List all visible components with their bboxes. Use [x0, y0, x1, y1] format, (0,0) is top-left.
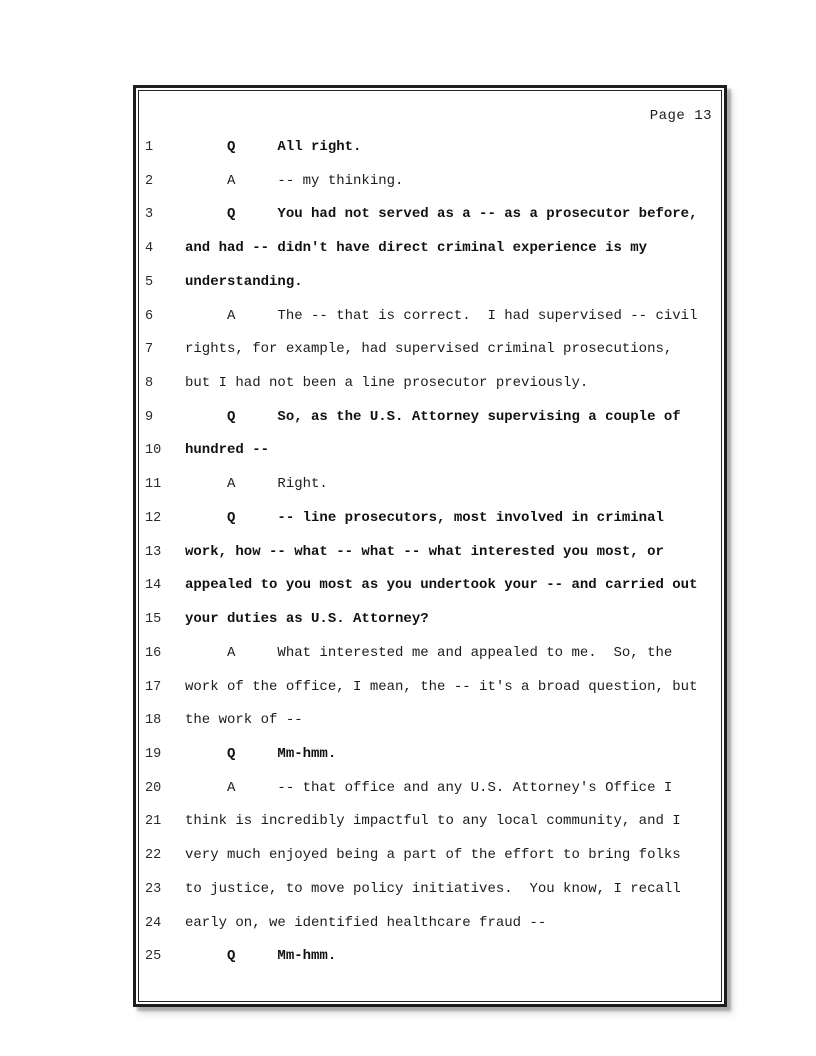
line-number: 20 [145, 780, 162, 796]
line-text: Q So, as the U.S. Attorney supervising a couple of [185, 408, 681, 425]
line-number: 2 [145, 173, 154, 189]
line-number: 5 [145, 274, 154, 290]
transcript-line [139, 940, 721, 974]
line-text: and had -- didn't have direct criminal experience is my [185, 240, 648, 257]
line-text: Q -- line prosecutors, most involved in criminal [185, 509, 664, 526]
line-number: 9 [145, 409, 154, 425]
transcript-line [139, 367, 721, 401]
line-number: 15 [145, 612, 162, 628]
line-number: 14 [145, 578, 162, 594]
transcript-line [139, 603, 721, 637]
transcript-line [139, 300, 721, 334]
transcript-line [139, 165, 721, 199]
line-text: your duties as U.S. Attorney? [185, 611, 429, 628]
transcript-line [139, 907, 721, 941]
transcript-line [139, 772, 721, 806]
transcript-line [139, 536, 721, 570]
transcript-line [139, 502, 721, 536]
line-number: 6 [145, 308, 154, 324]
line-text: A -- that office and any U.S. Attorney's Office I [185, 779, 673, 796]
line-number: 22 [145, 848, 162, 864]
transcript-line [139, 839, 721, 873]
line-number: 23 [145, 881, 162, 897]
line-text: think is incredibly impactful to any local community, and I [185, 813, 681, 830]
line-text: hundred -- [185, 442, 270, 459]
line-text: A The -- that is correct. I had supervised -- civil [185, 307, 698, 324]
line-number: 11 [145, 477, 162, 493]
transcript-line [139, 333, 721, 367]
line-number: 4 [145, 241, 154, 257]
transcript-line [139, 198, 721, 232]
transcript-line [139, 131, 721, 165]
line-number: 13 [145, 544, 162, 560]
line-number: 1 [145, 140, 154, 155]
line-number: 24 [145, 915, 162, 931]
line-text: work of the office, I mean, the -- it's a broad question, but [185, 678, 698, 695]
page-frame [133, 85, 727, 1007]
transcript-line [139, 738, 721, 772]
line-number: 25 [145, 949, 162, 965]
line-number: 8 [145, 376, 154, 392]
line-number: 7 [145, 342, 154, 358]
line-text: the work of -- [185, 712, 303, 729]
transcript-line [139, 873, 721, 907]
line-number: 18 [145, 713, 162, 729]
transcript-body [139, 131, 721, 974]
line-text: A What interested me and appealed to me. So, the [185, 644, 673, 661]
transcript-line [139, 401, 721, 435]
line-text: Q Mm-hmm. [185, 948, 337, 965]
transcript-line [139, 805, 721, 839]
line-text: understanding. [185, 273, 303, 290]
line-text: A Right. [185, 476, 328, 493]
line-text: Q You had not served as a -- as a prosecutor before, [185, 206, 698, 223]
line-text: Q Mm-hmm. [185, 745, 337, 762]
line-text: Q All right. [185, 139, 362, 155]
line-text: very much enjoyed being a part of the effort to bring folks [185, 847, 681, 864]
line-number: 10 [145, 443, 162, 459]
transcript-line [139, 232, 721, 266]
line-text: work, how -- what -- what -- what interested you most, or [185, 543, 664, 560]
transcript-line [139, 671, 721, 705]
line-text: A -- my thinking. [185, 172, 404, 189]
transcript-line [139, 637, 721, 671]
page-number: Page 13 [649, 108, 712, 124]
line-text: early on, we identified healthcare fraud -- [185, 914, 547, 931]
line-text: to justice, to move policy initiatives. You know, I recall [185, 880, 681, 897]
line-number: 16 [145, 645, 162, 661]
line-text: rights, for example, had supervised criminal prosecutions, [185, 341, 673, 358]
line-text: appealed to you most as you undertook your -- and carried out [185, 577, 698, 594]
transcript-line [139, 434, 721, 468]
line-number: 21 [145, 814, 162, 830]
page-frame-inner [138, 90, 722, 1002]
transcript-line [139, 569, 721, 603]
line-number: 19 [145, 746, 162, 762]
line-number: 3 [145, 207, 154, 223]
line-text: but I had not been a line prosecutor previously. [185, 375, 589, 392]
transcript-line [139, 704, 721, 738]
transcript-line [139, 468, 721, 502]
line-number: 17 [145, 679, 162, 695]
line-number: 12 [145, 510, 162, 526]
transcript-line [139, 266, 721, 300]
